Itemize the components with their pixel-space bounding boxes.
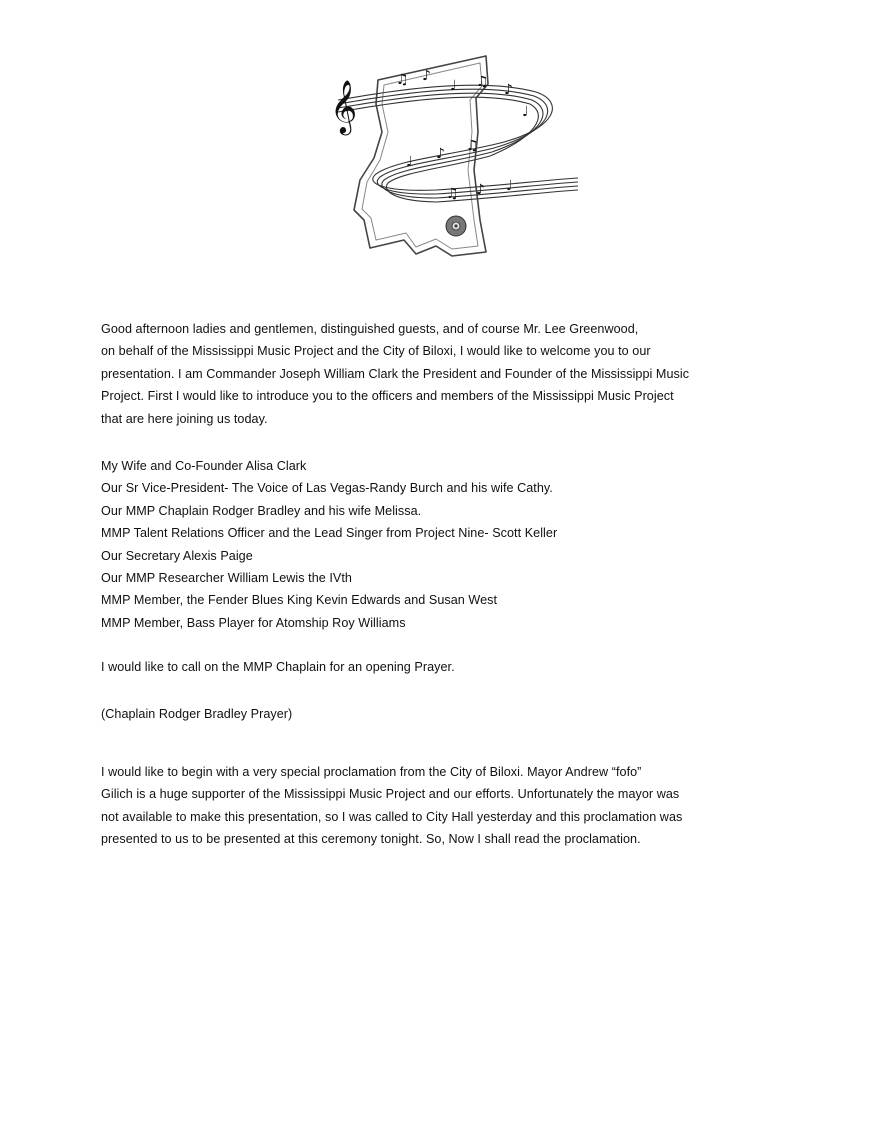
svg-text:♪: ♪ [476, 182, 485, 198]
officer-line: Our MMP Chaplain Rodger Bradley and his wife Melissa. [101, 503, 422, 518]
svg-text:♪: ♪ [422, 68, 431, 84]
svg-text:♩: ♩ [522, 104, 529, 120]
intro-line: presentation. I am Commander Joseph William Clark the President and Founder of the Mississippi Music [101, 366, 690, 381]
prayer-call-paragraph [101, 656, 801, 678]
intro-line: Project. First I would like to introduce you to the officers and members of the Mississippi Music Project [101, 389, 674, 404]
svg-text:♫: ♫ [476, 74, 489, 90]
intro-line: that are here joining us today. [101, 411, 268, 426]
svg-text:♪: ♪ [436, 146, 445, 162]
proclamation-line: Gilich is a huge supporter of the Mississippi Music Project and our efforts. Unfortunately the mayor was [101, 787, 680, 802]
mississippi-music-project-logo [326, 40, 582, 272]
officer-line: Our MMP Researcher William Lewis the IVth [101, 571, 352, 586]
proclamation-line: not available to make this presentation, so I was called to City Hall yesterday and this proclamation was [101, 809, 683, 824]
officer-line: Our Secretary Alexis Paige [101, 548, 253, 563]
intro-line: Good afternoon ladies and gentlemen, distinguished guests, and of course Mr. Lee Greenwood, [101, 322, 639, 336]
officer-line: My Wife and Co-Founder Alisa Clark [101, 459, 307, 473]
proclamation-line: I would like to begin with a very special proclamation from the City of Biloxi. Mayor Andrew “fofo” [101, 765, 642, 779]
proclamation-line: presented to us to be presented at this ceremony tonight. So, Now I shall read the proclamation. [101, 832, 641, 847]
intro-line: on behalf of the Mississippi Music Project and the City of Biloxi, I would like to welcome you to our [101, 344, 651, 359]
svg-text:𝄞: 𝄞 [330, 79, 358, 133]
officer-line: Our Sr Vice-President- The Voice of Las Vegas-Randy Burch and his wife Cathy. [101, 481, 553, 496]
intro-paragraph [101, 318, 801, 430]
svg-text:♪: ♪ [504, 82, 513, 98]
svg-text:♫: ♫ [466, 138, 479, 154]
svg-text:♫: ♫ [446, 186, 459, 202]
officer-line: MMP Member, the Fender Blues King Kevin Edwards and Susan West [101, 593, 498, 608]
svg-text:♩: ♩ [450, 78, 457, 94]
svg-text:♫: ♫ [396, 72, 409, 88]
prayer-call-line: I would like to call on the MMP Chaplain for an opening Prayer. [101, 660, 455, 674]
proclamation-paragraph [101, 761, 801, 851]
prayer-note-line: (Chaplain Rodger Bradley Prayer) [101, 707, 293, 721]
svg-text:♩: ♩ [506, 178, 513, 194]
officers-list [101, 455, 801, 634]
officer-line: MMP Talent Relations Officer and the Lead Singer from Project Nine- Scott Keller [101, 526, 558, 541]
svg-text:♩: ♩ [406, 154, 413, 170]
prayer-note [101, 703, 801, 725]
officer-line: MMP Member, Bass Player for Atomship Roy Williams [101, 615, 406, 630]
cd-icon [446, 216, 466, 236]
